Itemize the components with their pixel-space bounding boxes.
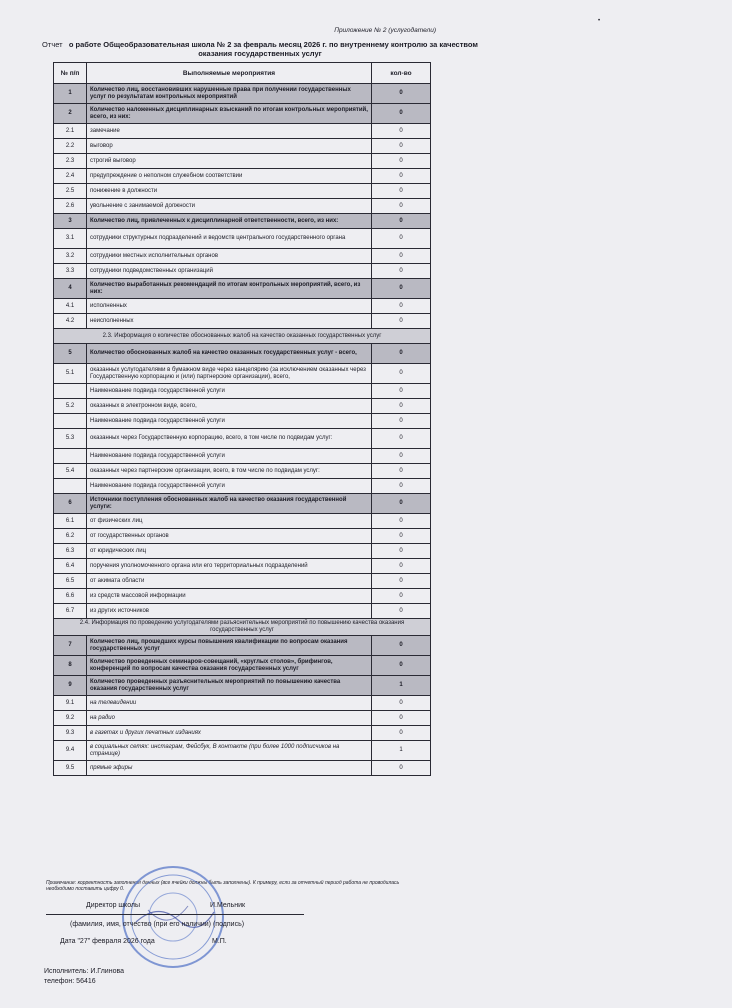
row-activity: на телевидении (87, 696, 372, 711)
table-row (54, 544, 431, 559)
row-activity: оказанных в электронном виде, всего, (87, 399, 372, 414)
table-row (54, 494, 431, 514)
table-row (54, 199, 431, 214)
table-row (54, 139, 431, 154)
row-activity: Наименование подвида государственной услуги (87, 479, 372, 494)
row-number: 6.5 (54, 574, 87, 589)
row-activity: Количество наложенных дисциплинарных взысканий по итогам контрольных мероприятий, всего, из них: (87, 104, 372, 124)
table-row (54, 529, 431, 544)
executor-name: Исполнитель: И.Глинова (44, 968, 124, 975)
table-row (54, 299, 431, 314)
row-activity: предупреждение о неполном служебном соответствии (87, 169, 372, 184)
row-activity: из средств массовой информации (87, 589, 372, 604)
table-row (54, 676, 431, 696)
row-number: 3.3 (54, 264, 87, 279)
table-row (54, 154, 431, 169)
row-activity: понижение в должности (87, 184, 372, 199)
row-quantity: 0 (372, 514, 431, 529)
row-number: 2.1 (54, 124, 87, 139)
row-quantity: 0 (372, 169, 431, 184)
report-date: Дата "27" февраля 2026 года (60, 938, 155, 945)
row-activity: Наименование подвида государственной услуги (87, 449, 372, 464)
table-row (54, 124, 431, 139)
seal-place-label: М.П. (212, 938, 227, 945)
row-number: 3 (54, 214, 87, 229)
row-quantity: 0 (372, 384, 431, 399)
row-number: 4 (54, 279, 87, 299)
row-quantity: 0 (372, 544, 431, 559)
row-number: 9.2 (54, 711, 87, 726)
row-quantity: 0 (372, 656, 431, 676)
executor-phone: телефон: 56416 (44, 978, 96, 985)
table-row (54, 559, 431, 574)
row-quantity: 0 (372, 184, 431, 199)
table-row (54, 104, 431, 124)
row-activity: в социальных сетях: инстаграм, Фейсбук, В контакте (при более 1000 подписчиков на странице) (87, 741, 372, 761)
table-row (54, 399, 431, 414)
table-row (54, 169, 431, 184)
row-number: 4.1 (54, 299, 87, 314)
row-number: 2.5 (54, 184, 87, 199)
table-row (54, 364, 431, 384)
row-number (54, 479, 87, 494)
section-row (54, 329, 431, 344)
row-activity: сотрудники структурных подразделений и ведомств центрального государственного органа (87, 229, 372, 249)
row-quantity: 0 (372, 559, 431, 574)
row-quantity: 0 (372, 464, 431, 479)
table-row (54, 656, 431, 676)
signature-line (46, 914, 304, 915)
row-number: 6.1 (54, 514, 87, 529)
row-quantity: 0 (372, 574, 431, 589)
row-number: 5.4 (54, 464, 87, 479)
table-header-row (54, 63, 431, 84)
row-quantity: 0 (372, 364, 431, 384)
footnote: Примечание: корректность заполнения данных (все ячейки должны быть заполнены). К примеру, если за отчетный период работа не проводилась необходимо поставить цифру 0. (46, 880, 400, 892)
table-row (54, 761, 431, 776)
row-activity: выговор (87, 139, 372, 154)
row-activity: от физических лиц (87, 514, 372, 529)
row-quantity: 0 (372, 399, 431, 414)
col-qty-header: кол-во (372, 63, 431, 84)
row-quantity: 0 (372, 314, 431, 329)
row-number: 4.2 (54, 314, 87, 329)
round-seal-icon (118, 862, 228, 972)
row-number (54, 449, 87, 464)
table-row (54, 741, 431, 761)
row-number: 2.6 (54, 199, 87, 214)
row-quantity: 0 (372, 711, 431, 726)
table-row (54, 184, 431, 199)
row-activity: Наименование подвида государственной услуги (87, 414, 372, 429)
row-quantity: 0 (372, 696, 431, 711)
row-activity: от акимата области (87, 574, 372, 589)
row-quantity: 0 (372, 124, 431, 139)
row-quantity: 0 (372, 84, 431, 104)
row-number: 2.4 (54, 169, 87, 184)
section-row (54, 619, 431, 636)
table-row (54, 264, 431, 279)
row-quantity: 0 (372, 229, 431, 249)
report-table (53, 62, 431, 776)
row-quantity: 0 (372, 449, 431, 464)
section-title: 2.4. Информация по проведению услугодателями разъяснительных мероприятий по повышению качества оказания государственных услуг (54, 619, 431, 636)
table-row (54, 344, 431, 364)
row-number: 9.4 (54, 741, 87, 761)
director-name: И.Мельник (210, 902, 246, 909)
row-activity: прямые эфиры (87, 761, 372, 776)
table-row (54, 636, 431, 656)
row-number: 3.1 (54, 229, 87, 249)
row-quantity: 0 (372, 139, 431, 154)
row-activity: Количество проведенных разъяснительных мероприятий по повышению качества оказания государственных услуг (87, 676, 372, 696)
fio-caption: (фамилия, имя, отчество (при его наличии) (подпись) (70, 921, 245, 928)
row-quantity: 0 (372, 344, 431, 364)
row-quantity: 0 (372, 529, 431, 544)
row-quantity: 0 (372, 249, 431, 264)
row-quantity: 0 (372, 214, 431, 229)
row-activity: на радио (87, 711, 372, 726)
table-row (54, 449, 431, 464)
row-activity: замечание (87, 124, 372, 139)
row-activity: неисполненных (87, 314, 372, 329)
title-lead: Отчет (42, 40, 63, 49)
row-quantity: 0 (372, 589, 431, 604)
row-activity: поручения уполномоченного органа или его территориальных подразделений (87, 559, 372, 574)
row-quantity: 0 (372, 279, 431, 299)
section-title: 2.3. Информация о количестве обоснованных жалоб на качество оказанных государственных услуг (54, 329, 431, 344)
table-row (54, 479, 431, 494)
page-mark: • (598, 18, 601, 24)
row-quantity: 0 (372, 494, 431, 514)
row-number: 2.2 (54, 139, 87, 154)
row-number: 9.5 (54, 761, 87, 776)
row-quantity: 0 (372, 636, 431, 656)
table-row (54, 229, 431, 249)
title-line-2: оказания государственных услуг (198, 49, 322, 58)
table-row (54, 214, 431, 229)
row-number: 9.3 (54, 726, 87, 741)
row-activity: Количество лиц, прошедших курсы повышения квалификации по вопросам оказания государственных услуг (87, 636, 372, 656)
row-number: 6.2 (54, 529, 87, 544)
row-activity: из других источников (87, 604, 372, 619)
table-row (54, 84, 431, 104)
row-activity: строгий выговор (87, 154, 372, 169)
row-activity: увольнение с занимаемой должности (87, 199, 372, 214)
row-number: 6.6 (54, 589, 87, 604)
row-activity: Количество лиц, привлеченных к дисциплинарной ответственности, всего, из них: (87, 214, 372, 229)
row-activity: Количество лиц, восстановивших нарушенные права при получении государственных услуг по результатам контрольных мероприятий (87, 84, 372, 104)
row-number: 7 (54, 636, 87, 656)
row-activity: в газетах и других печатных изданиях (87, 726, 372, 741)
row-quantity: 0 (372, 479, 431, 494)
report-title (40, 40, 480, 58)
row-activity: оказанных через партнерские организации, всего, в том числе по подвидам услуг: (87, 464, 372, 479)
row-number: 6.7 (54, 604, 87, 619)
row-activity: сотрудники подведомственных организаций (87, 264, 372, 279)
table-row (54, 604, 431, 619)
row-number: 5.2 (54, 399, 87, 414)
table-row (54, 711, 431, 726)
table-row (54, 414, 431, 429)
row-activity: Источники поступления обоснованных жалоб на качество оказания государственной услуги: (87, 494, 372, 514)
row-number: 6.3 (54, 544, 87, 559)
row-number: 9 (54, 676, 87, 696)
row-quantity: 1 (372, 676, 431, 696)
row-number: 8 (54, 656, 87, 676)
row-activity: Наименование подвида государственной услуги (87, 384, 372, 399)
row-number: 1 (54, 84, 87, 104)
row-activity: Количество обоснованных жалоб на качество оказанных государственных услуг - всего, (87, 344, 372, 364)
table-row (54, 589, 431, 604)
row-quantity: 0 (372, 154, 431, 169)
col-num-header: № п/п (54, 63, 87, 84)
row-activity: исполненных (87, 299, 372, 314)
row-number: 3.2 (54, 249, 87, 264)
row-number: 5.1 (54, 364, 87, 384)
table-row (54, 464, 431, 479)
row-quantity: 0 (372, 264, 431, 279)
row-number: 9.1 (54, 696, 87, 711)
table-row (54, 429, 431, 449)
table-row (54, 384, 431, 399)
row-quantity: 0 (372, 761, 431, 776)
row-quantity: 0 (372, 414, 431, 429)
row-number: 5.3 (54, 429, 87, 449)
row-activity: сотрудники местных исполнительных органов (87, 249, 372, 264)
director-label: Директор школы (86, 902, 141, 909)
row-number: 6 (54, 494, 87, 514)
table-row (54, 514, 431, 529)
row-quantity: 0 (372, 726, 431, 741)
row-quantity: 1 (372, 741, 431, 761)
appendix-label: Приложение № 2 (услугодатели) (334, 27, 436, 34)
row-number: 6.4 (54, 559, 87, 574)
row-number (54, 414, 87, 429)
row-quantity: 0 (372, 604, 431, 619)
row-number: 5 (54, 344, 87, 364)
row-number: 2.3 (54, 154, 87, 169)
title-line-1: о работе Общеобразовательная школа № 2 за февраль месяц 2026 г. по внутреннему контролю за качеством (68, 40, 478, 49)
col-activity-header: Выполняемые мероприятия (87, 63, 372, 84)
table-row (54, 574, 431, 589)
table-row (54, 314, 431, 329)
row-quantity: 0 (372, 199, 431, 214)
row-activity: от юридических лиц (87, 544, 372, 559)
table-row (54, 726, 431, 741)
row-quantity: 0 (372, 429, 431, 449)
director-block (86, 902, 246, 909)
row-activity: оказанных через Государственную корпорацию, всего, в том числе по подвидам услуг: (87, 429, 372, 449)
row-activity: от государственных органов (87, 529, 372, 544)
row-activity: Количество выработанных рекомендаций по итогам контрольных мероприятий, всего, из них: (87, 279, 372, 299)
row-quantity: 0 (372, 104, 431, 124)
row-number: 2 (54, 104, 87, 124)
row-activity: Количество проведенных семинаров-совещаний, «круглых столов», брифингов, конференций по вопросам качества оказания государственных услуг (87, 656, 372, 676)
table-row (54, 249, 431, 264)
row-number (54, 384, 87, 399)
row-quantity: 0 (372, 299, 431, 314)
table-row (54, 279, 431, 299)
table-row (54, 696, 431, 711)
row-activity: оказанных услугодателями в бумажном виде через канцелярию (за исключением оказанных через Государственную корпорацию и (или) партнерские организации), всего, (87, 364, 372, 384)
